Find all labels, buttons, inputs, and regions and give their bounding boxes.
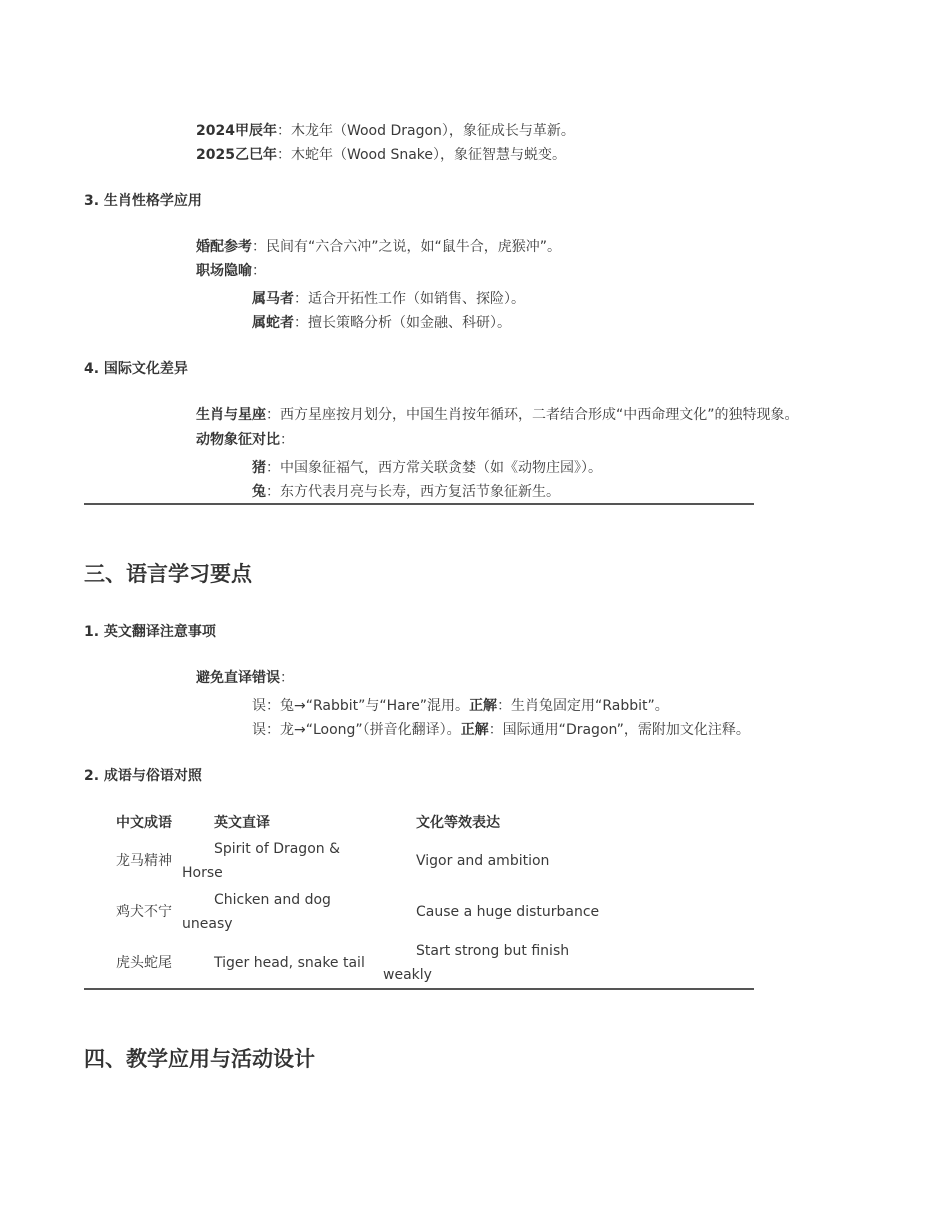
- table-cell-literal-wrap: Horse: [182, 865, 223, 881]
- symbol-compare-colon: ：: [280, 432, 294, 448]
- year-label: 2025: [196, 147, 235, 163]
- error-1-text: 误：兔→“Rabbit”与“Hare”混用。: [252, 698, 470, 714]
- horse-line: [252, 287, 525, 311]
- table-cell-literal: Spirit of Dragon &: [214, 841, 340, 857]
- error-1-line: [252, 694, 669, 718]
- pig-line: [252, 456, 602, 480]
- section-4-title: 4. 国际文化差异: [84, 361, 188, 377]
- table-cell-cn: 虎头蛇尾: [116, 955, 172, 971]
- error-2-text: 误：龙→“Loong”（拼音化翻译）。: [252, 722, 461, 738]
- year-text: ：木蛇年（Wood Snake），象征智慧与蜕变。: [276, 147, 567, 163]
- avoid-literal-colon: ：: [280, 670, 294, 686]
- zodiac-constellation-text: ：西方星座按月划分，中国生肖按年循环，二者结合形成“中西命理文化”的独特现象。: [266, 407, 799, 423]
- symbol-compare-label: 动物象征对比: [196, 432, 280, 448]
- marriage-label: 婚配参考: [196, 239, 252, 255]
- table-header-cn: 中文成语: [116, 815, 172, 831]
- avoid-literal-line: [196, 666, 294, 690]
- table-cell-cn: 龙马精神: [116, 853, 172, 869]
- part-3-heading: 三、语言学习要点: [84, 562, 252, 586]
- horse-label: 属马者: [252, 291, 294, 307]
- table-cell-equivalent-wrap: weakly: [383, 967, 432, 983]
- table-cell-equivalent: Start strong but finish: [416, 943, 570, 959]
- year-text: ：木龙年（Wood Dragon），象征成长与革新。: [276, 123, 575, 139]
- snake-label: 属蛇者: [252, 315, 294, 331]
- table-cell-literal: Tiger head, snake tail: [214, 955, 365, 971]
- zodiac-constellation-label: 生肖与星座: [196, 407, 266, 423]
- zodiac-constellation-line: [196, 403, 799, 427]
- horse-text: ：适合开拓性工作（如销售、探险）。: [294, 291, 525, 307]
- table-header-literal: 英文直译: [214, 815, 270, 831]
- translation-notes-title: 1. 英文翻译注意事项: [84, 624, 216, 640]
- table-cell-equivalent: Cause a huge disturbance: [416, 904, 600, 920]
- table-cell-cn: 鸡犬不宁: [116, 904, 172, 920]
- marriage-text: ：民间有“六合六冲”之说，如“鼠牛合，虎猴冲”。: [252, 239, 562, 255]
- table-header-equivalent: 文化等效表达: [416, 815, 500, 831]
- idiom-table-title: 2. 成语与俗语对照: [84, 768, 202, 784]
- year-2024-line: [196, 119, 575, 143]
- ganzhi-label: 乙巳年: [234, 147, 277, 163]
- correct-label: 正解: [460, 722, 489, 738]
- pig-label: 猪: [252, 460, 266, 476]
- rabbit-line: [252, 480, 560, 504]
- rabbit-text: ：东方代表月亮与长寿，西方复活节象征新生。: [266, 484, 560, 500]
- table-cell-equivalent: Vigor and ambition: [416, 853, 550, 869]
- year-label: 2024: [196, 123, 235, 139]
- marriage-line: [196, 235, 561, 259]
- error-2-line: [252, 718, 750, 742]
- rabbit-label: 兔: [252, 484, 266, 500]
- pig-text: ：中国象征福气，西方常关联贪婪（如《动物庄园》）。: [266, 460, 602, 476]
- ganzhi-label: 甲辰年: [234, 123, 277, 139]
- table-cell-literal: Chicken and dog: [214, 892, 331, 908]
- snake-text: ：擅长策略分析（如金融、科研）。: [294, 315, 511, 331]
- table-cell-literal-wrap: uneasy: [182, 916, 233, 932]
- part-4-heading: 四、教学应用与活动设计: [84, 1047, 315, 1071]
- section-divider: [84, 503, 754, 505]
- section-3-title: 3. 生肖性格学应用: [84, 193, 202, 209]
- symbol-compare-line: [196, 428, 294, 452]
- workplace-colon: ：: [252, 263, 266, 279]
- correct-text: ：生肖兔固定用“Rabbit”。: [497, 698, 669, 714]
- workplace-line: [196, 259, 266, 283]
- snake-line: [252, 311, 511, 335]
- correct-text: ：国际通用“Dragon”，需附加文化注释。: [488, 722, 750, 738]
- section-divider: [84, 988, 754, 990]
- year-2025-line: [196, 143, 566, 167]
- workplace-label: 职场隐喻: [196, 263, 252, 279]
- avoid-literal-label: 避免直译错误: [196, 670, 280, 686]
- correct-label: 正解: [469, 698, 498, 714]
